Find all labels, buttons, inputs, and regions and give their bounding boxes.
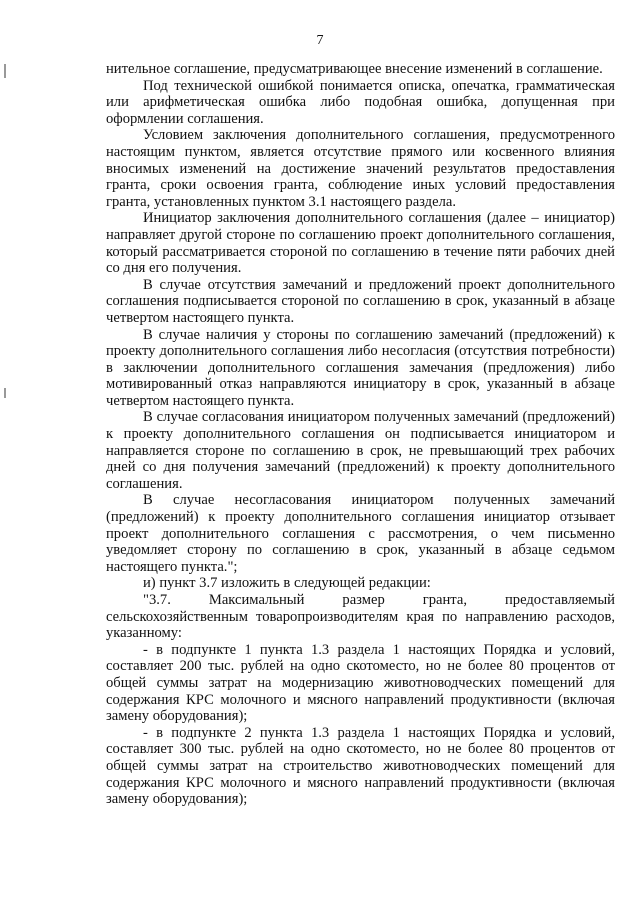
paragraph: Условием заключения дополнительного соглашения, предусмотренного настоящим пунктом, является отсутствие прямого или косвенного влияния вносимых изменений на достижение значений результатов предоставления гранта, сроки освоения гранта, соблюдение иных условий предоставления гранта, установленных пунктом 3.1 настоящего раздела. bbox=[106, 127, 615, 210]
scan-edge-mark bbox=[4, 64, 6, 78]
paragraph: В случае несогласования инициатором полученных замечаний (предложений) к проекту дополнительного соглашения инициатор отзывает проект дополнительного соглашения с рассмотрения, о чем письменно уведомляет сторону по соглашению в срок, указанный в абзаце седьмом настоящего пункта."; bbox=[106, 492, 615, 575]
paragraph: Под технической ошибкой понимается описка, опечатка, грамматическая или арифметическая ошибка либо подобная ошибка, допущенная при оформлении соглашения. bbox=[106, 77, 615, 127]
paragraph: Инициатор заключения дополнительного соглашения (далее – инициатор) направляет другой стороне по соглашению проект дополнительного соглашения, который рассматривается стороной по соглашению в течение пяти рабочих дней со дня его получения. bbox=[106, 210, 615, 277]
paragraph: В случае отсутствия замечаний и предложений проект дополнительного соглашения подписывается стороной по соглашению в срок, указанный в абзаце четвертом настоящего пункта. bbox=[106, 276, 615, 326]
paragraph: нительное соглашение, предусматривающее внесение изменений в соглашение. bbox=[106, 61, 603, 77]
scan-edge-mark bbox=[4, 388, 6, 398]
paragraph: и) пункт 3.7 изложить в следующей редакции: bbox=[143, 575, 431, 592]
paragraph: В случае согласования инициатором полученных замечаний (предложений) к проекту дополнительного соглашения он подписывается инициатором и направляется стороне по соглашению в срок, не превышающий трех рабочих дней со дня получения замечаний (предложений) к проекту дополнительного соглашения. bbox=[106, 409, 615, 492]
page-number: 7 bbox=[316, 33, 324, 48]
document-body bbox=[106, 61, 615, 808]
paragraph: - в подпункте 2 пункта 1.3 раздела 1 настоящих Порядка и условий, составляет 300 тыс. рублей на одно скотоместо, но не более 80 процентов от общей суммы затрат на строительство животноводческих помещений для содержания КРС молочного и мясного направлений продуктивности (включая замену оборудования); bbox=[106, 724, 615, 808]
paragraph: - в подпункте 1 пункта 1.3 раздела 1 настоящих Порядка и условий, составляет 200 тыс. рублей на одно скотоместо, но не более 80 процентов от общей суммы затрат на модернизацию животноводческих помещений для содержания КРС молочного и мясного направлений продуктивности (включая замену оборудования); bbox=[106, 641, 615, 725]
paragraph: "3.7. Максимальный размер гранта, предоставляемый сельскохозяйственным товаропроизводителям края по направлению расходов, указанному: bbox=[106, 592, 615, 642]
paragraph: В случае наличия у стороны по соглашению замечаний (предложений) к проекту дополнительного соглашения либо несогласия (отсутствия потребности) в заключении дополнительного соглашения замечания (предложения) либо мотивированный отказ направляются инициатору в срок, указанный в абзаце четвертом настоящего пункта. bbox=[106, 326, 615, 409]
